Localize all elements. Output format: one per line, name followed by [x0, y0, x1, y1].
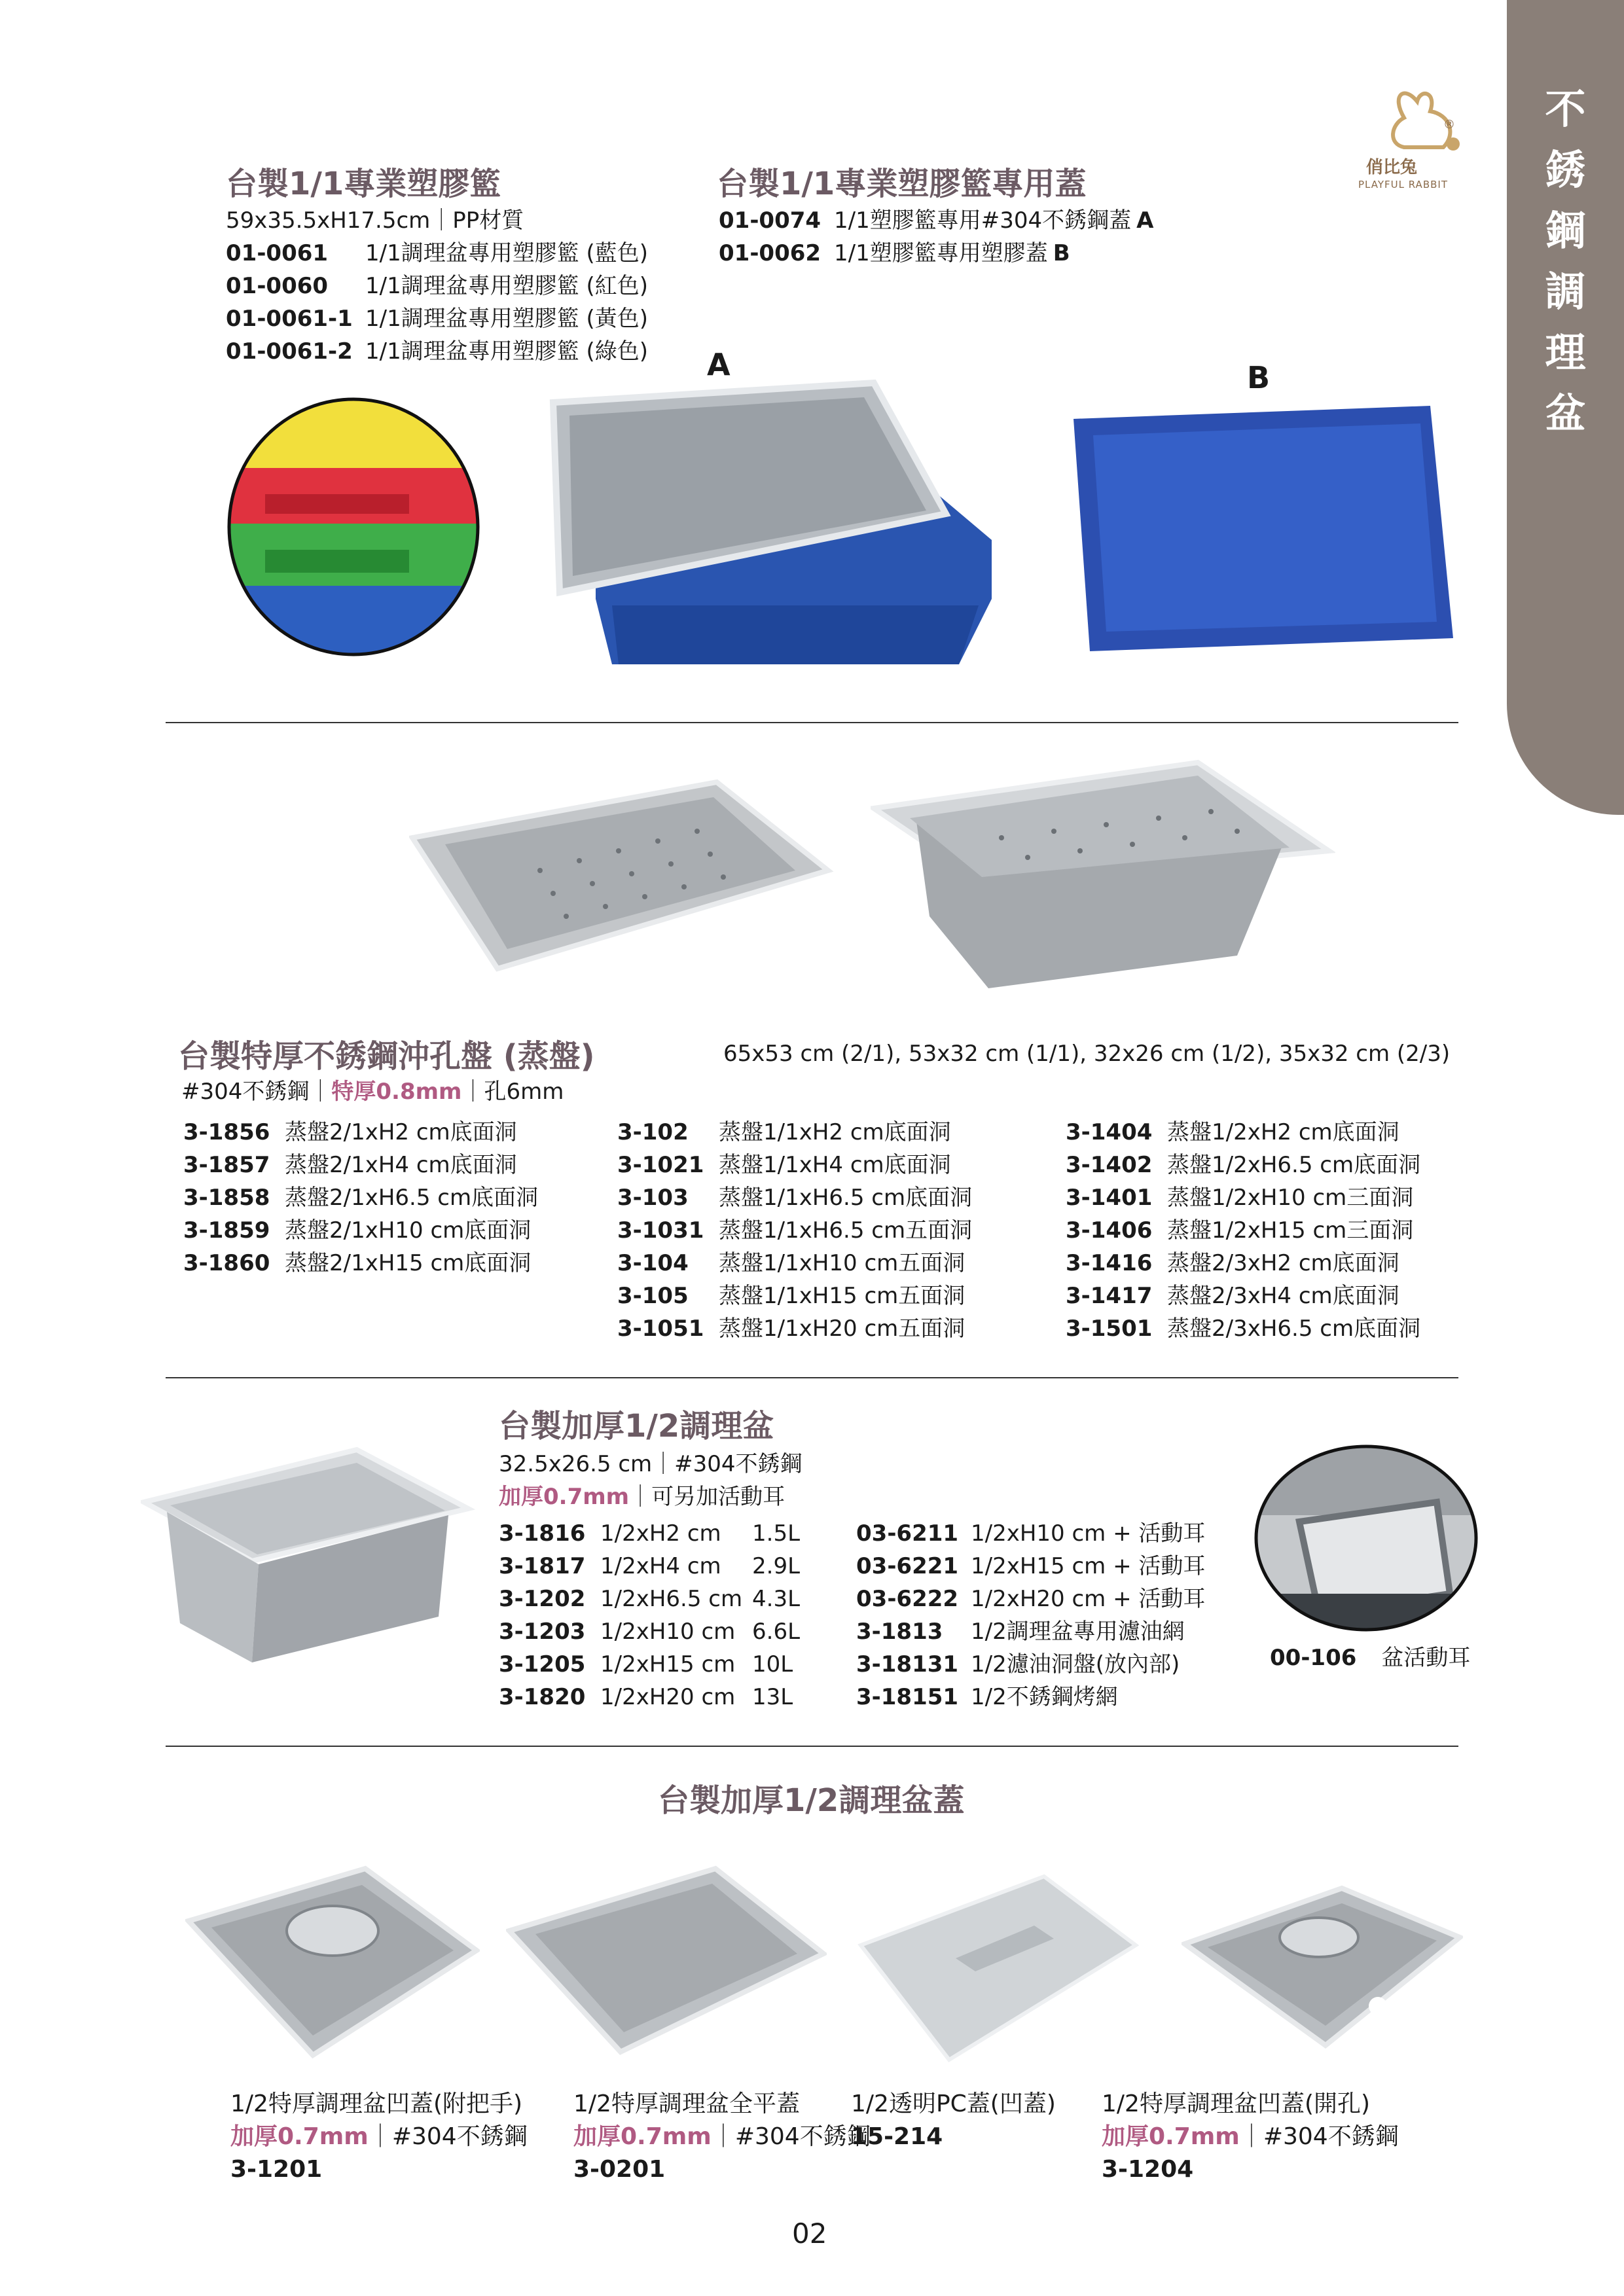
- list-item: 3-1501 蒸盤2/3xH6.5 cm底面洞: [1066, 1316, 1421, 1342]
- list-item: 3-1051 蒸盤1/1xH20 cm五面洞: [617, 1316, 965, 1342]
- section1-left-spec: 59x35.5xH17.5cm｜PP材質: [226, 207, 524, 234]
- section3-spec1: 32.5x26.5 cm｜#304不銹鋼: [499, 1451, 803, 1477]
- section2-title: 台製特厚不銹鋼沖孔盤 (蒸盤): [178, 1038, 595, 1075]
- list-item: 3-18131 1/2濾油洞盤(放內部): [856, 1651, 1180, 1677]
- clear-pc-lid-image: [857, 1873, 1139, 2063]
- section1-left-title: 台製1/1專業塑膠籃: [226, 166, 501, 202]
- list-item: 3-1205 1/2xH15 cm 10L: [499, 1651, 793, 1677]
- side-category-tab: [1507, 0, 1624, 815]
- list-item: 3-104 蒸盤1/1xH10 cm五面洞: [617, 1250, 965, 1276]
- section1-right-title: 台製1/1專業塑膠籃專用蓋: [717, 166, 1087, 202]
- list-item: 03-6222 1/2xH20 cm + 活動耳: [856, 1586, 1206, 1612]
- lid-caption-4: 1/2特厚調理盆凹蓋(開孔) 加厚0.7mm｜#304不銹鋼 3-1204: [1102, 2090, 1399, 2183]
- list-item: 01-0060 1/1調理盆專用塑膠籃 (紅色): [226, 273, 649, 299]
- list-item: 3-1402 蒸盤1/2xH6.5 cm底面洞: [1066, 1152, 1421, 1178]
- list-item: 3-1859 蒸盤2/1xH10 cm底面洞: [183, 1217, 532, 1244]
- section2-spec: #304不銹鋼｜特厚0.8mm｜孔6mm: [181, 1079, 564, 1105]
- section1-left-list: [226, 237, 648, 368]
- list-item: 3-1416 蒸盤2/3xH2 cm底面洞: [1066, 1250, 1399, 1276]
- perforated-deep-pan-image: [871, 759, 1335, 995]
- steel-lid-on-basket-image: [533, 376, 1031, 671]
- label-a: A: [707, 347, 731, 382]
- blue-plastic-lid-image: [1064, 403, 1456, 651]
- half-pan-image: [141, 1446, 481, 1676]
- divider: [166, 1377, 1458, 1378]
- list-item: 01-0062 1/1塑膠籃專用塑膠蓋 B: [719, 240, 1070, 266]
- list-item: 3-1021 蒸盤1/1xH4 cm底面洞: [617, 1152, 951, 1178]
- brand-name-en: PLAYFUL RABBIT: [1358, 179, 1448, 190]
- list-item: 03-6211 1/2xH10 cm + 活動耳: [856, 1520, 1206, 1547]
- section3-spec2: 加厚0.7mm｜可另加活動耳: [499, 1484, 785, 1510]
- side-tab-label: 不銹鋼調理盆: [1545, 85, 1586, 437]
- section4-title: 台製加厚1/2調理盆蓋: [658, 1782, 965, 1819]
- section3-title: 台製加厚1/2調理盆: [499, 1408, 774, 1444]
- lid-caption-2: 1/2特厚調理盆全平蓋 加厚0.7mm｜#304不銹鋼 3-0201: [573, 2090, 871, 2183]
- pan-handle-image: [1254, 1443, 1479, 1633]
- list-item: 3-1860 蒸盤2/1xH15 cm底面洞: [183, 1250, 532, 1276]
- registered-mark: ®: [1443, 118, 1455, 132]
- list-item: 3-1401 蒸盤1/2xH10 cm三面洞: [1066, 1185, 1414, 1211]
- flat-lid-image: [506, 1865, 827, 2055]
- divider: [166, 1746, 1458, 1747]
- list-item: 3-102 蒸盤1/1xH2 cm底面洞: [617, 1119, 951, 1145]
- list-item: 3-1406 蒸盤1/2xH15 cm三面洞: [1066, 1217, 1414, 1244]
- list-item: 3-1417 蒸盤2/3xH4 cm底面洞: [1066, 1283, 1399, 1309]
- brand-name-cn: 俏比兔: [1366, 158, 1418, 177]
- list-item: 3-1857 蒸盤2/1xH4 cm底面洞: [183, 1152, 517, 1178]
- list-item: 01-0074 1/1塑膠籃專用#304不銹鋼蓋 A: [719, 207, 1154, 234]
- section1-right-list: [719, 204, 1153, 270]
- divider: [166, 722, 1458, 723]
- list-item: 3-1813 1/2調理盆專用濾油網: [856, 1619, 1185, 1645]
- list-item: 03-6221 1/2xH15 cm + 活動耳: [856, 1553, 1206, 1579]
- list-item: 01-0061-1 1/1調理盆專用塑膠籃 (黃色): [226, 306, 649, 332]
- lid-caption-3: 1/2透明PC蓋(凹蓋) 15-214: [851, 2090, 1056, 2150]
- list-item: 3-1816 1/2xH2 cm 1.5L: [499, 1520, 801, 1547]
- list-item: 3-1031 蒸盤1/1xH6.5 cm五面洞: [617, 1217, 973, 1244]
- perforated-flat-tray-image: [409, 779, 835, 975]
- list-item: 3-1203 1/2xH10 cm 6.6L: [499, 1619, 801, 1645]
- list-item: 3-1202 1/2xH6.5 cm 4.3L: [499, 1586, 801, 1612]
- list-item: 3-18151 1/2不銹鋼烤網: [856, 1684, 1118, 1710]
- lid-caption-1: 1/2特厚調理盆凹蓋(附把手) 加厚0.7mm｜#304不銹鋼 3-1201: [230, 2090, 528, 2183]
- label-b: B: [1247, 360, 1271, 395]
- list-item: 3-1404 蒸盤1/2xH2 cm底面洞: [1066, 1119, 1399, 1145]
- brand-logo: [1358, 82, 1489, 193]
- section2-col1: [183, 1116, 538, 1280]
- handle-caption: 00-106 盆活動耳: [1270, 1645, 1471, 1671]
- section3-col1: [499, 1517, 800, 1713]
- list-item: 3-1817 1/2xH4 cm 2.9L: [499, 1553, 801, 1579]
- section2-sizes: 65x53 cm (2/1), 53x32 cm (1/1), 32x26 cm (1/2), 35x32 cm (2/3): [723, 1041, 1451, 1067]
- list-item: 3-1820 1/2xH20 cm 13L: [499, 1684, 793, 1710]
- list-item: 3-103 蒸盤1/1xH6.5 cm底面洞: [617, 1185, 973, 1211]
- list-item: 3-1856 蒸盤2/1xH2 cm底面洞: [183, 1119, 517, 1145]
- list-item: 3-1858 蒸盤2/1xH6.5 cm底面洞: [183, 1185, 539, 1211]
- section3-col2: [856, 1517, 1205, 1713]
- page-number: 02: [792, 2217, 827, 2250]
- lid-with-notch-image: [1182, 1885, 1463, 2049]
- lid-with-handle-image: [185, 1865, 480, 2062]
- stacked-baskets-image: [226, 396, 481, 658]
- section2-col3: [1066, 1116, 1420, 1345]
- list-item: 01-0061 1/1調理盆專用塑膠籃 (藍色): [226, 240, 649, 266]
- list-item: 3-105 蒸盤1/1xH15 cm五面洞: [617, 1283, 965, 1309]
- list-item: 01-0061-2 1/1調理盆專用塑膠籃 (綠色): [226, 338, 649, 365]
- section2-col2: [617, 1116, 972, 1345]
